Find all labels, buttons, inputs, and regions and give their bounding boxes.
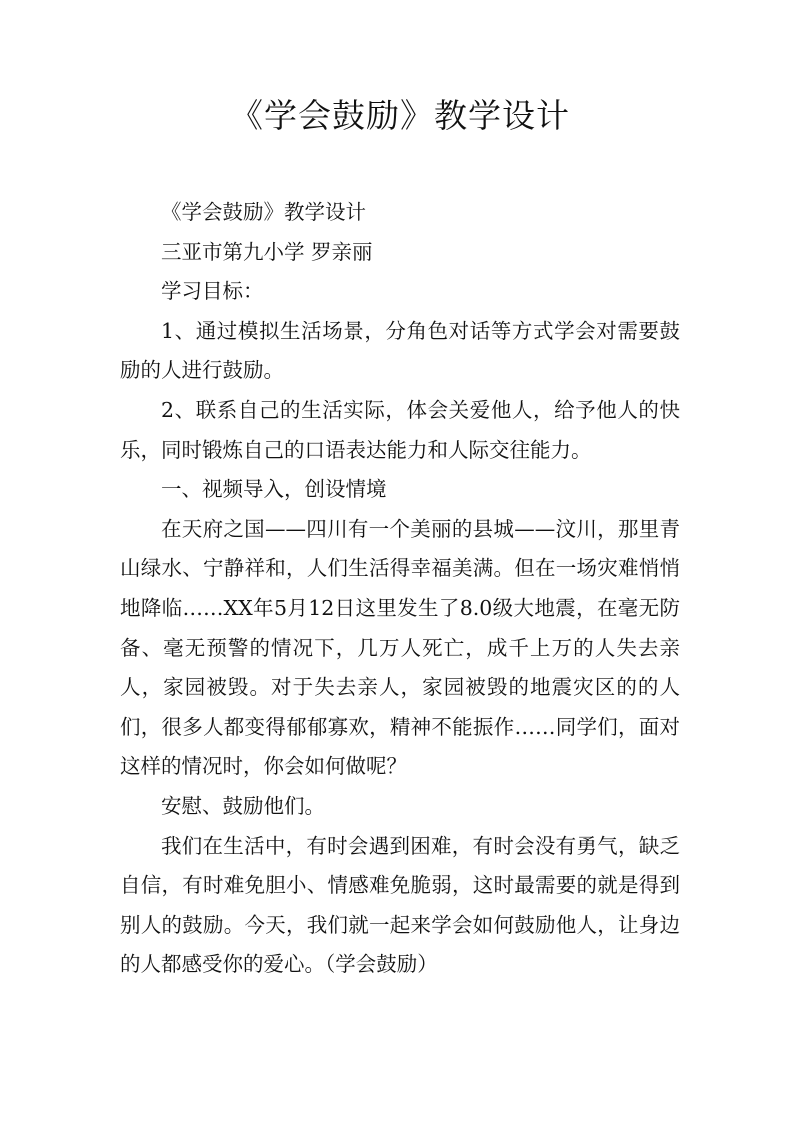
paragraph-objectives-heading: 学习目标： xyxy=(161,279,264,304)
paragraph-author: 三亚市第九小学 罗亲丽 xyxy=(161,239,373,264)
paragraph-objective-2: 2、联系自己的生活实际，体会关爱他人，给予他人的快乐，同时锻炼自己的口语表达能力和人际交往能力。 xyxy=(120,397,680,462)
paragraph-objective-1: 1、通过模拟生活场景，分角色对话等方式学会对需要鼓励的人进行鼓励。 xyxy=(120,318,680,383)
document-body xyxy=(120,193,680,985)
paragraph-conclusion: 我们在生活中，有时会遇到困难，有时会没有勇气，缺乏自信，有时难免胆小、情感难免脆弱，这时最需要的就是得到别人的鼓励。今天，我们就一起来学会如何鼓励他人，让身边的人都感受你的爱心。（学会鼓励） xyxy=(120,833,680,977)
paragraph-section-1-heading: 一、视频导入，创设情境 xyxy=(161,477,387,502)
paragraph-answer: 安慰、鼓励他们。 xyxy=(161,793,325,818)
paragraph-subtitle: 《学会鼓励》教学设计 xyxy=(161,200,366,224)
document-title: 《学会鼓励》教学设计 xyxy=(230,96,570,135)
paragraph-intro-story: 在天府之国——四川有一个美丽的县城——汶川，那里青山绿水、宁静祥和，人们生活得幸福美满。但在一场灾难悄悄地降临……XX年5月12日这里发生了8.0级大地震，在毫无防备、毫无预警的情况下，几万人死亡，成千上万的人失去亲人，家园被毁。对于失去亲人，家园被毁的地震灾区的的人们，很多人都变得郁郁寡欢，精神不能振作……同学们，面对这样的情况时，你会如何做呢？ xyxy=(120,516,680,779)
